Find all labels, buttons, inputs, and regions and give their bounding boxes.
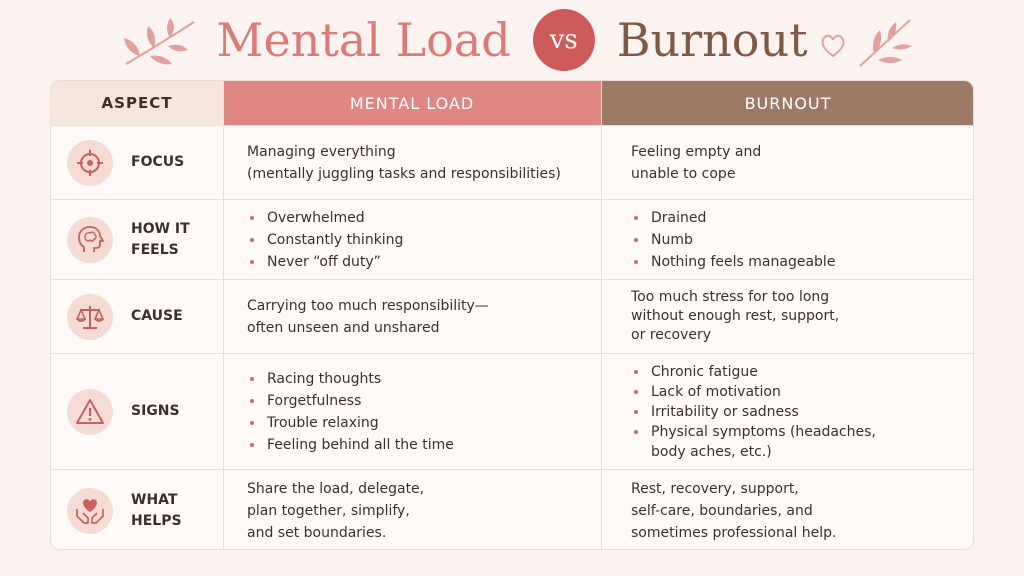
list-item: Racing thoughts [247, 368, 587, 390]
warning-icon [75, 397, 105, 427]
icon-circle [67, 217, 113, 263]
burnout-cell [631, 354, 961, 469]
table-row [51, 199, 974, 279]
table-row [51, 353, 974, 469]
burnout-cell [631, 126, 961, 199]
cell-text-line: Share the load, delegate, [247, 480, 425, 497]
cell-text-line: Too much stress for too long [631, 289, 830, 305]
list-item: Trouble relaxing [247, 412, 587, 434]
cell-text-line: body aches, etc.) [651, 443, 772, 460]
burnout-cell [631, 200, 961, 279]
target-icon [76, 149, 104, 177]
cell-text-line: plan together, simplify, [247, 502, 410, 519]
cell-text-line: and set boundaries. [247, 524, 387, 541]
mental-load-cell [247, 470, 587, 550]
cell-text-line: often unseen and unshared [247, 319, 440, 336]
mental-load-cell [247, 354, 587, 469]
list-item: Drained [631, 207, 961, 229]
bullet-list [631, 207, 961, 273]
header-burnout: BURNOUT [601, 81, 974, 125]
icon-circle [67, 389, 113, 435]
table-row [51, 279, 974, 353]
aspect-cell [51, 354, 223, 469]
head-brain-icon [75, 225, 105, 255]
list-item: Forgetfulness [247, 390, 587, 412]
bullet-list [247, 368, 587, 456]
list-item: Numb [631, 229, 961, 251]
cell-text-line: or recovery [631, 327, 712, 343]
aspect-label: WHAT HELPS [131, 491, 182, 529]
icon-circle [67, 140, 113, 186]
aspect-label: SIGNS [131, 403, 180, 419]
list-item: Lack of motivation [631, 382, 961, 402]
mental-load-cell [247, 200, 587, 279]
bullet-list [247, 207, 587, 273]
burnout-cell [631, 470, 961, 550]
title-row [0, 0, 1024, 80]
burnout-cell [631, 280, 961, 353]
table-row [51, 125, 974, 199]
list-item: Never “off duty” [247, 251, 587, 273]
aspect-cell [51, 280, 223, 353]
aspect-cell [51, 200, 223, 279]
cell-text-line: Rest, recovery, support, [631, 480, 799, 497]
header-aspect: ASPECT [51, 81, 223, 125]
icon-circle [67, 294, 113, 340]
list-item: Physical symptoms (headaches, [631, 422, 961, 442]
list-item: Irritability or sadness [631, 402, 961, 422]
list-item: Chronic fatigue [631, 362, 961, 382]
title-burnout: Burnout [616, 13, 808, 67]
table-row [51, 469, 974, 550]
vs-badge: vs [533, 9, 595, 71]
comparison-table [50, 80, 974, 550]
aspect-label: CAUSE [131, 308, 183, 324]
aspect-cell [51, 126, 223, 199]
icon-circle [67, 488, 113, 534]
cell-text-line: sometimes professional help. [631, 524, 837, 541]
aspect-label: FOCUS [131, 154, 185, 170]
cell-text-line: without enough rest, support, [631, 308, 840, 324]
title-mental-load: Mental Load [216, 13, 511, 67]
bullet-list [631, 362, 961, 442]
cell-text-line: Managing everything [247, 143, 396, 160]
aspect-cell [51, 470, 223, 550]
list-item: Overwhelmed [247, 207, 587, 229]
cell-text-line: (mentally juggling tasks and responsibilities) [247, 165, 561, 182]
cell-text-line: Carrying too much responsibility— [247, 297, 489, 314]
scale-icon [75, 302, 105, 332]
mental-load-cell [247, 126, 587, 199]
aspect-label: HOW IT FEELS [131, 220, 190, 258]
header-mental-load: MENTAL LOAD [223, 81, 601, 125]
cell-text-line: Feeling empty and [631, 143, 762, 160]
column-divider [223, 81, 224, 550]
list-item: Feeling behind all the time [247, 434, 587, 456]
heart-hands-icon [74, 495, 106, 527]
cell-text-line: unable to cope [631, 165, 736, 182]
list-item: Nothing feels manageable [631, 251, 961, 273]
cell-text-line: self-care, boundaries, and [631, 502, 813, 519]
mental-load-cell [247, 280, 587, 353]
column-divider [601, 81, 602, 550]
list-item: Constantly thinking [247, 229, 587, 251]
